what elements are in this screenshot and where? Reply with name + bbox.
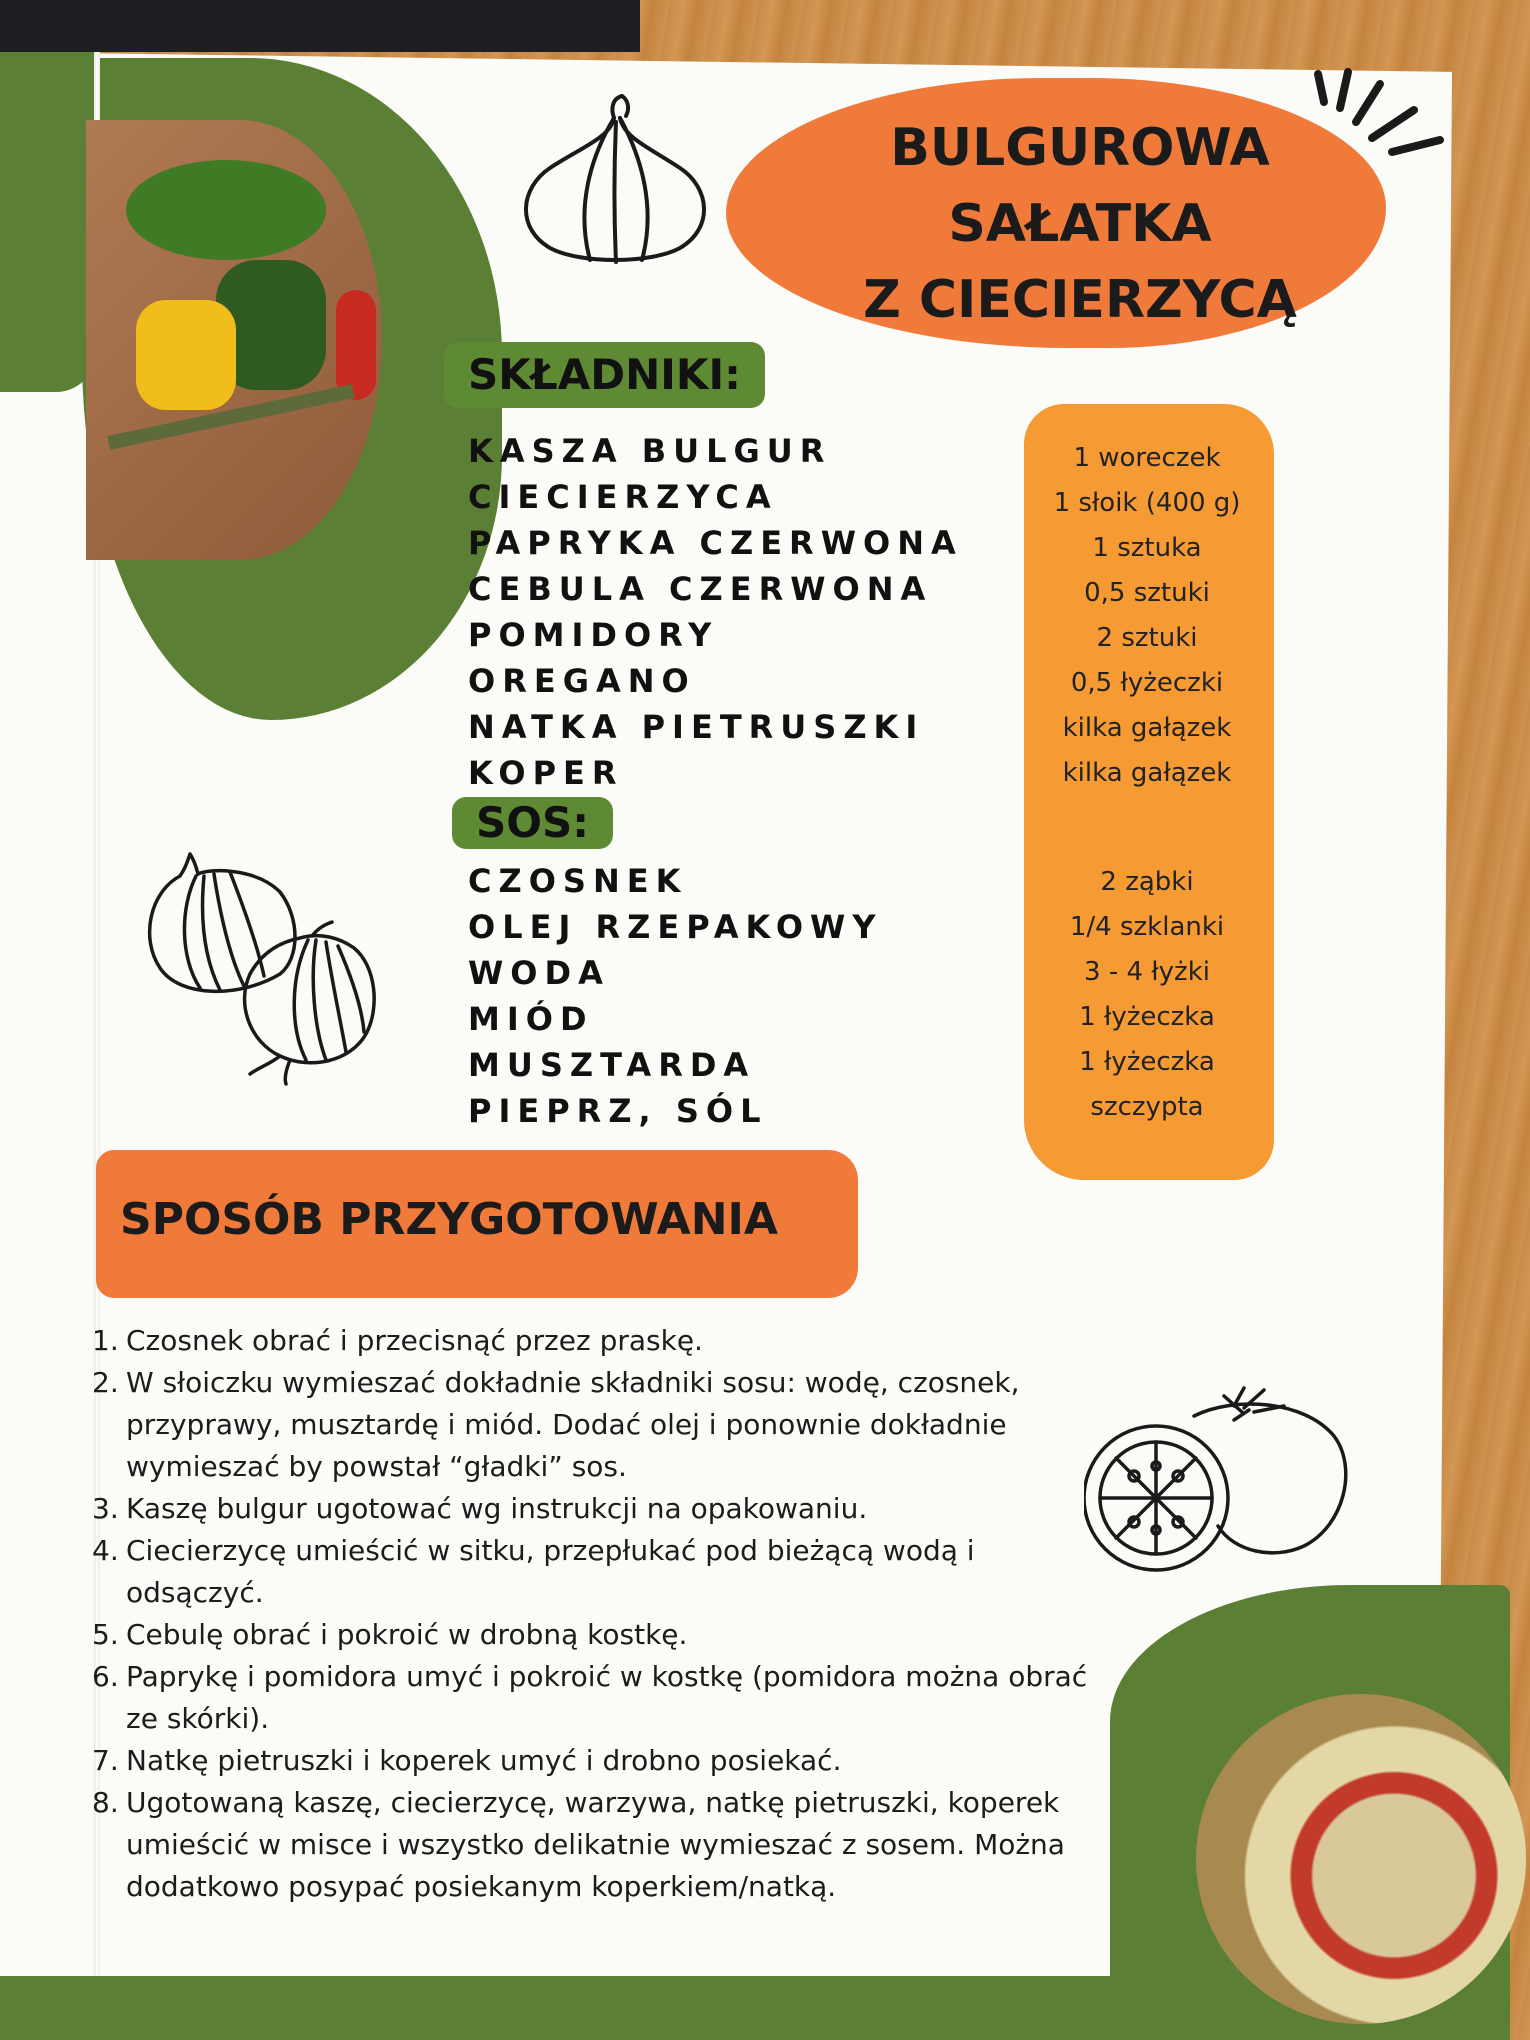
step-item bbox=[92, 1362, 1092, 1488]
ingredient-amounts-list bbox=[1024, 436, 1270, 796]
garlic-icon bbox=[510, 88, 720, 268]
sauce-ingredient-name: MIÓD bbox=[468, 1000, 594, 1038]
red-pepper-shape bbox=[336, 290, 376, 400]
recipe-title bbox=[790, 110, 1370, 338]
parsley-shape bbox=[126, 160, 326, 260]
step-item bbox=[92, 1488, 1092, 1530]
step-text: Ciecierzycę umieścić w sitku, przepłukać pod bieżącą wodą i odsączyć. bbox=[126, 1534, 975, 1609]
sauce-ingredient-name: CZOSNEK bbox=[468, 862, 688, 900]
sauce-ingredient-name: MUSZTARDA bbox=[468, 1046, 756, 1084]
ingredient-amount: 0,5 sztuki bbox=[1084, 578, 1210, 608]
step-number: 8. bbox=[92, 1786, 119, 1819]
ingredient-amount: 1 słoik (400 g) bbox=[1053, 488, 1241, 518]
vegetables-photo bbox=[86, 120, 382, 560]
step-number: 4. bbox=[92, 1534, 119, 1567]
step-number: 5. bbox=[92, 1618, 119, 1651]
step-text: Cebulę obrać i pokroić w drobną kostkę. bbox=[126, 1618, 688, 1651]
ingredient-amount: 1 sztuka bbox=[1092, 533, 1202, 563]
step-number: 7. bbox=[92, 1744, 119, 1777]
dark-object-top-edge bbox=[0, 0, 640, 52]
salad-bowl-photo bbox=[1196, 1694, 1526, 2024]
ingredient-name: CIECIERZYCA bbox=[468, 478, 778, 516]
step-number: 3. bbox=[92, 1492, 119, 1525]
sauce-amount: 2 ząbki bbox=[1100, 867, 1194, 897]
ingredient-name: NATKA PIETRUSZKI bbox=[468, 708, 925, 746]
ingredient-name: PAPRYKA CZERWONA bbox=[468, 524, 963, 562]
step-text: Czosnek obrać i przecisnąć przez praskę. bbox=[126, 1324, 703, 1357]
step-text: Kaszę bulgur ugotować wg instrukcji na opakowaniu. bbox=[126, 1492, 868, 1525]
title-line-2: SAŁATKA bbox=[948, 194, 1212, 254]
ingredient-name: KOPER bbox=[468, 754, 624, 792]
onion-icon bbox=[140, 848, 390, 1088]
yellow-pepper-shape bbox=[136, 300, 236, 410]
green-decor-strip bbox=[0, 1976, 1460, 2040]
sauce-amount: 1/4 szklanki bbox=[1069, 912, 1225, 942]
ingredient-amount: kilka gałązek bbox=[1062, 713, 1232, 743]
sauce-ingredient-name: OLEJ RZEPAKOWY bbox=[468, 908, 883, 946]
ingredient-name: POMIDORY bbox=[468, 616, 719, 654]
sauce-list bbox=[468, 858, 1028, 1134]
step-text: Paprykę i pomidora umyć i pokroić w kostkę (pomidora można obrać ze skórki). bbox=[126, 1660, 1088, 1735]
step-item bbox=[92, 1656, 1092, 1740]
sauce-amount: 3 - 4 łyżki bbox=[1084, 957, 1210, 987]
title-line-1: BULGUROWA bbox=[890, 118, 1270, 178]
step-number: 2. bbox=[92, 1366, 119, 1399]
sauce-amount: 1 łyżeczka bbox=[1079, 1002, 1215, 1032]
step-item bbox=[92, 1614, 1092, 1656]
tomato-icon bbox=[1084, 1376, 1354, 1586]
sauce-ingredient-name: PIEPRZ, SÓL bbox=[468, 1092, 768, 1130]
title-line-3: Z CIECIERZYCĄ bbox=[863, 270, 1297, 330]
step-number: 6. bbox=[92, 1660, 119, 1693]
step-item bbox=[92, 1320, 1092, 1362]
step-text: Natkę pietruszki i koperek umyć i drobno posiekać. bbox=[126, 1744, 842, 1777]
ingredient-amount: 2 sztuki bbox=[1096, 623, 1198, 653]
step-text: Ugotowaną kaszę, ciecierzycę, warzywa, natkę pietruszki, koperek umieścić w misce i wszystko delikatnie wymieszać z sosem. Można dodatkowo posypać posiekanym koperkiem/natką. bbox=[126, 1786, 1065, 1903]
step-item bbox=[92, 1740, 1092, 1782]
step-number: 1. bbox=[92, 1324, 119, 1357]
step-text: W słoiczku wymieszać dokładnie składniki sosu: wodę, czosnek, przyprawy, musztardę i miód. Dodać olej i ponownie dokładnie wymieszać by powstał “gładki” sos. bbox=[126, 1366, 1020, 1483]
step-item bbox=[92, 1530, 992, 1614]
sauce-amount: szczypta bbox=[1090, 1092, 1204, 1122]
method-steps bbox=[92, 1320, 1092, 1908]
method-header: SPOSÓB PRZYGOTOWANIA bbox=[120, 1194, 778, 1245]
ingredient-amount: kilka gałązek bbox=[1062, 758, 1232, 788]
sauce-amounts-list bbox=[1024, 860, 1270, 1130]
ingredient-amount: 0,5 łyżeczki bbox=[1070, 668, 1224, 698]
ingredient-name: KASZA BULGUR bbox=[468, 432, 832, 470]
sauce-header: SOS: bbox=[452, 797, 613, 849]
sauce-amount: 1 łyżeczka bbox=[1079, 1047, 1215, 1077]
sauce-ingredient-name: WODA bbox=[468, 954, 610, 992]
ingredients-header: SKŁADNIKI: bbox=[444, 342, 765, 408]
ingredients-list bbox=[468, 428, 1028, 796]
ingredient-name: CEBULA CZERWONA bbox=[468, 570, 933, 608]
ingredient-amount: 1 woreczek bbox=[1073, 443, 1221, 473]
step-item bbox=[92, 1782, 1072, 1908]
ingredient-name: OREGANO bbox=[468, 662, 696, 700]
